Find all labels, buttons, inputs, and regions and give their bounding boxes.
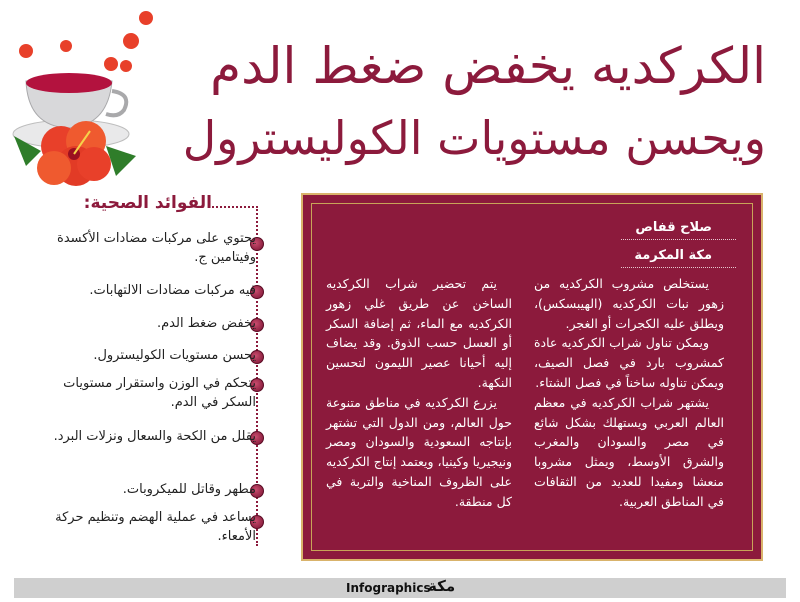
makkah-logo: مكة (428, 577, 456, 595)
benefit-item: فيه مركبات مضادات الالتهابات. (89, 283, 256, 298)
article-paragraph: ويمكن تناول شراب الكركديه عادة كمشروب بارد في فصل الصيف، ويمكن تناوله ساخناً في فصل الشتاء. (534, 335, 724, 390)
article-paragraph: يتم تحضير شراب الكركديه الساخن عن طريق غلي زهور الكركديه مع الماء، ثم إضافة السكر أو العسل حسب الذوق. وقد يضاف إليه أحيانا عصير الليمون لتحسين النكهة. (326, 276, 512, 390)
article-frame (311, 203, 753, 551)
article-column-right (534, 274, 724, 512)
divider (621, 239, 736, 240)
article-panel (301, 193, 763, 561)
headline-line-2: ويحسن مستويات الكوليسترول (182, 111, 766, 165)
benefit-item: يخفض ضغط الدم. (156, 316, 256, 331)
footer-label: Infographics (346, 581, 431, 595)
hibiscus-tea-illustration (6, 6, 156, 196)
benefit-item: يقلل من الكحة والسعال ونزلات البرد. (53, 429, 256, 444)
tea-liquid-icon (26, 73, 112, 93)
divider (212, 206, 258, 208)
benefit-item: يساعد في عملية الهضم وتنظيم حركة الأمعاء. (55, 510, 256, 544)
author-name: صلاح قفاص (635, 220, 712, 235)
benefit-item: يحسن مستويات الكوليسترول. (93, 348, 256, 363)
falling-flower-icon (19, 11, 153, 72)
benefit-item: يتحكم في الوزن واستقرار مستويات السكر في الدم. (63, 376, 256, 410)
headline-line-1: الكركديه يخفض ضغط الدم (210, 37, 766, 95)
dateline-location: مكة المكرمة (634, 248, 712, 263)
benefit-item: يحتوي على مركبات مضادات الأكسدة وفيتامين ج. (57, 231, 256, 265)
article-paragraph: يشتهر شراب الكركديه في معظم العالم العربي ويستهلك بشكل شائع في مصر والسودان والمغرب والشرق الأوسط، ويمثل مشروبا منعشا ومفيدا للعديد من الثقافات في المناطق العربية. (534, 394, 724, 509)
article-column-left (326, 274, 512, 512)
divider (621, 267, 736, 268)
benefits-heading: الفوائد الصحية: (83, 193, 212, 213)
article-paragraph: يستخلص مشروب الكركديه من زهور نبات الكركديه (الهيبسكس)، ويطلق عليه الكجرات أو الغجر. (534, 276, 724, 331)
benefit-item: مطهر وقاتل للميكروبات. (122, 482, 256, 497)
article-paragraph: يزرع الكركديه في مناطق متنوعة حول العالم، ومن الدول التي تشتهر بإنتاجه السعودية والسودان ومصر ونيجيريا وكينيا، ويعتمد إنتاج الكركديه على الظروف المناخية والتربة في كل منطقة. (326, 394, 512, 509)
